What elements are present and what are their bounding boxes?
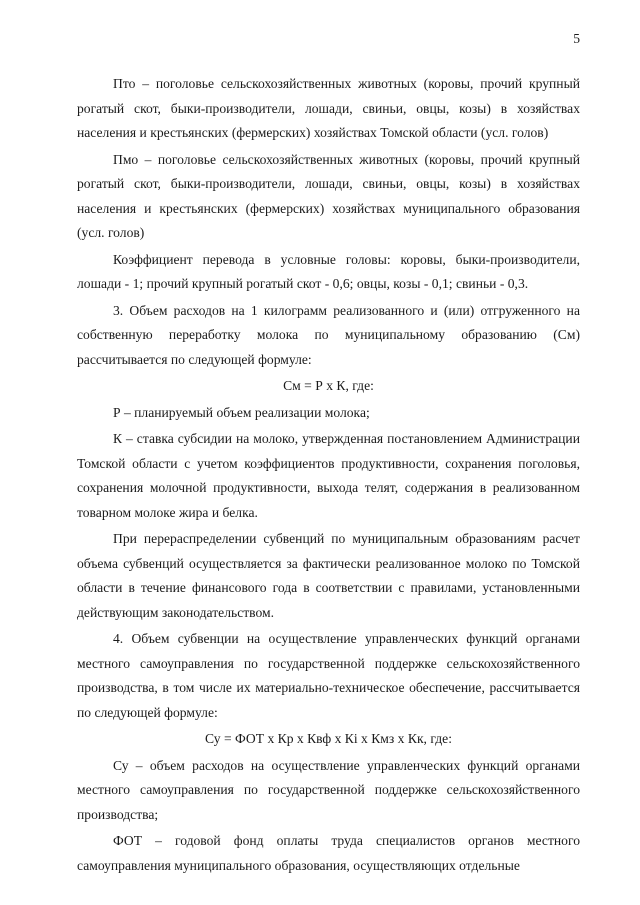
paragraph-conversion-coefficient: Коэффициент перевода в условные головы: коровы, быки-производители, лошади - 1; прочий крупный рогатый скот - 0,6; овцы, козы - 0,1; свиньи - 0,3. [77,251,580,291]
page-number: 5 [573,31,580,46]
paragraph-p-definition: Р – планируемый объем реализации молока; [113,404,370,420]
paragraph-section-4: 4. Объем субвенции на осуществление управленческих функций органами местного самоуправления по государственной поддержке сельскохозяйственного производства, в том числе их материально-техническое обеспечение, рассчитывается по следующей формуле: [77,631,580,720]
paragraph-su-definition: Су – объем расходов на осуществление управленческих функций органами местного самоуправления по государственной поддержке сельскохозяйственного производства; [77,757,580,822]
paragraph-redistribution: При перераспределении субвенций по муниципальным образованиям расчет объема субвенций осуществляется за фактически реализованное молоко по Томской области в течение финансового года в соответствии с правилами, установленными действующим законодательством. [77,531,580,620]
page-body [77,72,580,880]
paragraph-pmo-definition: Пмо – поголовье сельскохозяйственных животных (коровы, прочий крупный рогатый скот, быки-производители, лошади, свиньи, овцы, козы) в хозяйствах населения и крестьянских (фермерских) хозяйствах муниципального образования (усл. голов) [77,151,580,240]
paragraph-k-definition: К – ставка субсидии на молоко, утвержденная постановлением Администрации Томской области с учетом коэффициентов продуктивности, сохранения поголовья, сохранения молочной продуктивности, выхода телят, содержания в реализованном товарном молоке жира и белка. [77,431,580,520]
paragraph-fot-definition: ФОТ – годовой фонд оплаты труда специалистов органов местного самоуправления муниципального образования, осуществляющих отдельные [77,833,580,873]
paragraph-pto-definition: Пто – поголовье сельскохозяйственных животных (коровы, прочий крупный рогатый скот, быки-производители, лошади, свиньи, овцы, козы) в хозяйствах населения и крестьянских (фермерских) хозяйствах Томской области (усл. голов) [77,76,580,140]
formula-su: Су = ФОТ х Кр х Квф х Кi х Кмз х Кк, где: [205,731,452,746]
formula-cm: См = Р х К, где: [283,378,374,393]
paragraph-section-3: 3. Объем расходов на 1 килограмм реализованного и (или) отгруженного на собственную переработку молока по муниципальному образованию (См) рассчитывается по следующей формуле: [77,302,580,367]
